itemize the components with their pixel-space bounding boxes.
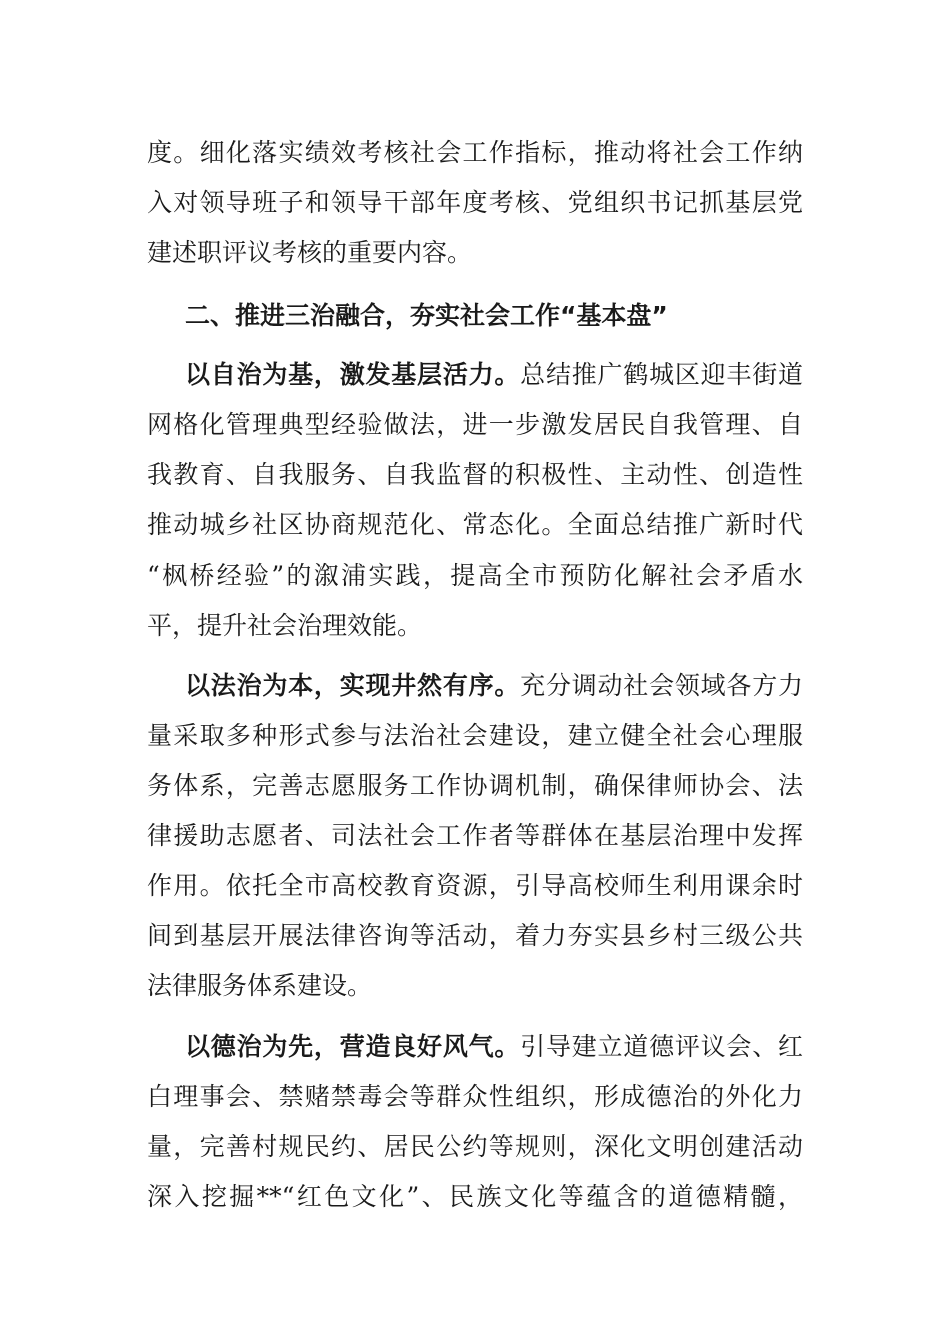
paragraph-text: 总结推广鹤城区迎丰街道 [520,360,803,389]
text-line: “枫桥经验”的溆浦实践，提高全市预防化解社会矛盾水 [147,561,803,590]
text-line: 量采取多种形式参与法治社会建设，建立健全社会心理服 [147,721,803,750]
section-heading: 二、推进三治融合，夯实社会工作“基本盘” [185,301,668,330]
text-line: 平，提升社会治理效能。 [147,611,423,640]
text-line: 建述职评议考核的重要内容。 [147,238,473,267]
paragraph-lead: 以德治为先，营造良好风气。 [185,1032,521,1061]
text-line: 入对领导班子和领导干部年度考核、党组织书记抓基层党 [147,188,803,217]
text-line: 白理事会、禁赌禁毒会等群众性组织，形成德治的外化力 [147,1082,803,1111]
paragraph-text: 充分调动社会领域各方力 [520,671,803,700]
text-line: 律援助志愿者、司法社会工作者等群体在基层治理中发挥 [147,821,803,850]
paragraph-first-line [185,1027,803,1067]
text-line: 法律服务体系建设。 [147,971,373,1000]
paragraph-lead: 以法治为本，实现井然有序。 [185,671,521,700]
paragraph-lead: 以自治为基，激发基层活力。 [185,360,521,389]
text-line: 作用。依托全市高校教育资源，引导高校师生利用课余时 [147,871,803,900]
text-line: 推动城乡社区协商规范化、常态化。全面总结推广新时代 [147,510,803,539]
text-line: 务体系，完善志愿服务工作协调机制，确保律师协会、法 [147,771,803,800]
text-line: 深入挖掘**“红色文化”、民族文化等蕴含的道德精髓， [147,1182,803,1211]
paragraph-first-line [185,355,803,395]
paragraph-first-line [185,666,803,706]
text-line: 间到基层开展法律咨询等活动，着力夯实县乡村三级公共 [147,921,803,950]
text-line: 我教育、自我服务、自我监督的积极性、主动性、创造性 [147,460,803,489]
text-line: 网格化管理典型经验做法，进一步激发居民自我管理、自 [147,410,803,439]
paragraph-text: 引导建立道德评议会、红 [520,1032,803,1061]
text-line: 量，完善村规民约、居民公约等规则，深化文明创建活动 [147,1132,803,1161]
text-line: 度。细化落实绩效考核社会工作指标，推动将社会工作纳 [147,138,803,167]
